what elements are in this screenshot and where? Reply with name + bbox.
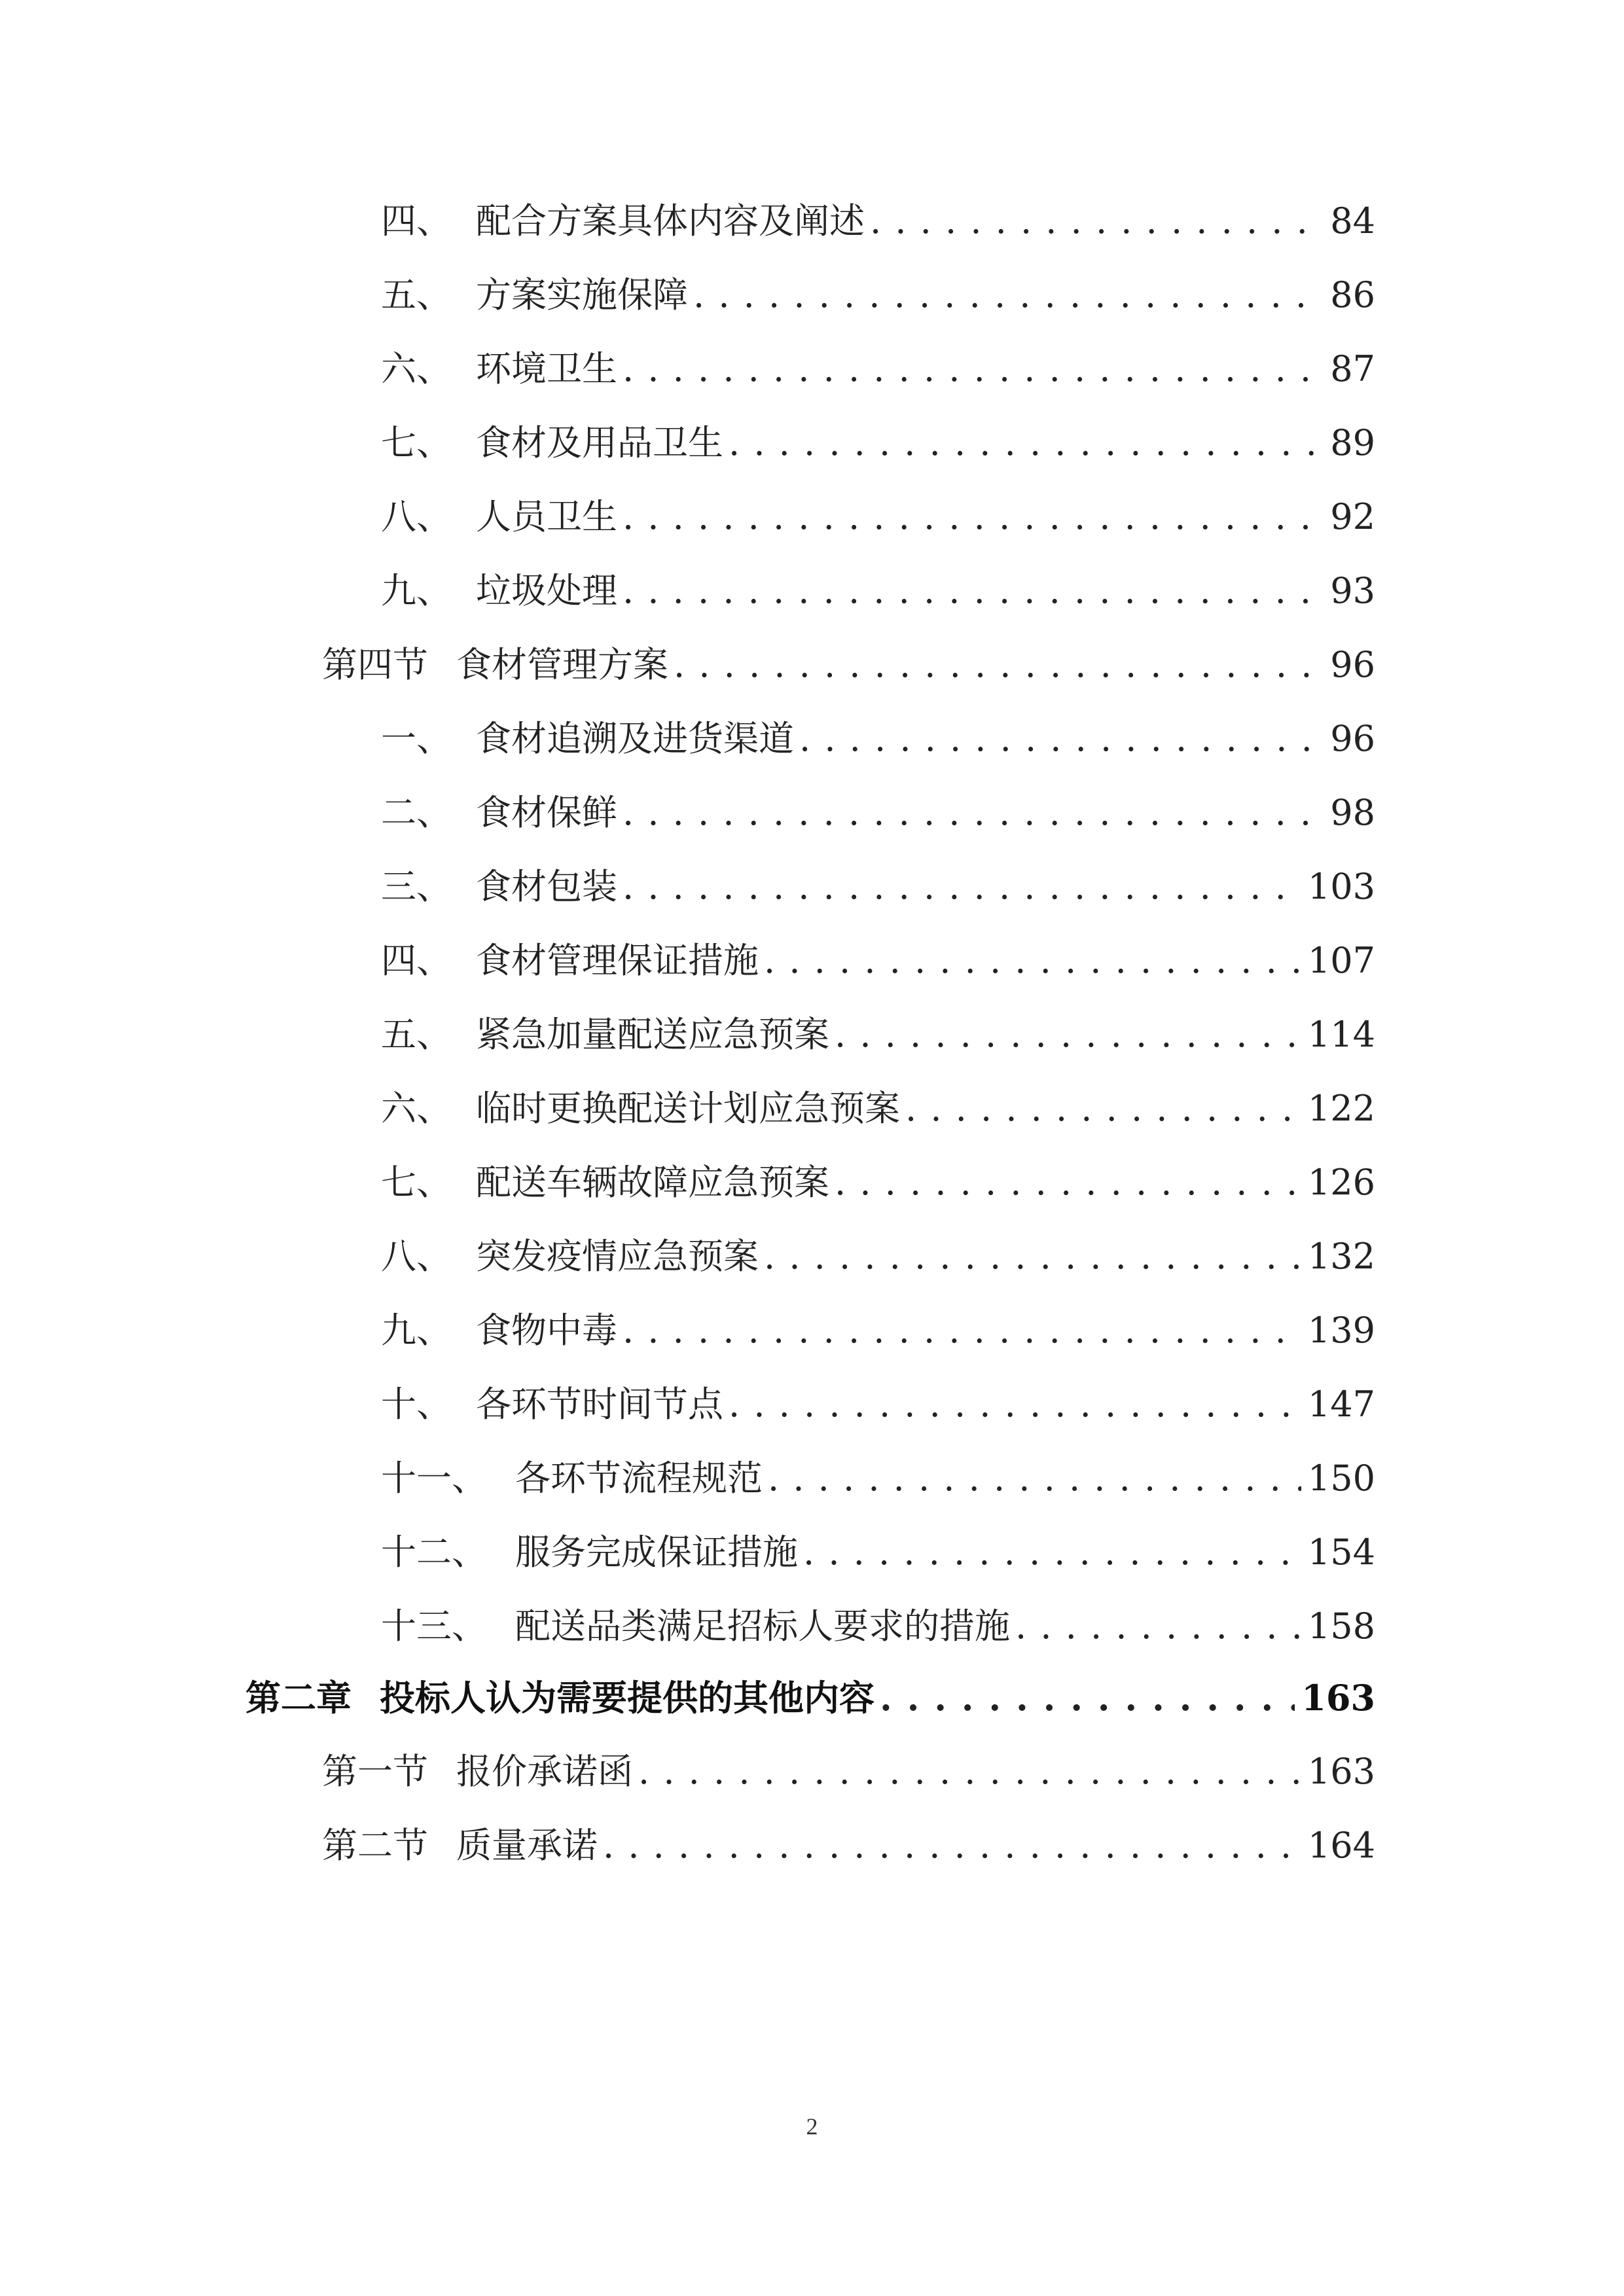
toc-entry-title: 垃圾处理 — [476, 570, 617, 611]
toc-dot-leader — [764, 935, 1301, 987]
toc-dot-leader — [603, 1820, 1301, 1872]
toc-entry-number: 十二、 — [381, 1532, 487, 1573]
toc-entry-number: 四、 — [381, 200, 452, 242]
toc-entry-title: 投标人认为需要提供的其他内容 — [380, 1677, 875, 1719]
toc-entry[interactable] — [381, 1452, 1375, 1505]
toc-dot-leader — [880, 1672, 1295, 1724]
toc-entry-title: 人员卫生 — [476, 496, 617, 537]
toc-dot-leader — [768, 1452, 1301, 1505]
toc-entry-title: 方案实施保障 — [476, 274, 688, 315]
toc-entry-number: 八、 — [381, 496, 452, 537]
toc-entry[interactable] — [381, 713, 1375, 765]
toc-entry[interactable] — [381, 1230, 1375, 1283]
toc-entry-page: 114 — [1307, 1014, 1375, 1055]
toc-entry-number: 六、 — [381, 1088, 452, 1129]
toc-entry[interactable] — [381, 861, 1375, 913]
toc-entry-title: 质量承诺 — [456, 1825, 598, 1866]
toc-entry-number: 第一节 — [322, 1751, 428, 1792]
toc-entry-page: 84 — [1330, 200, 1375, 242]
toc-entry[interactable] — [381, 1083, 1375, 1135]
toc-entry-section[interactable] — [322, 639, 1375, 691]
toc-entry-title: 环境卫生 — [476, 348, 617, 389]
toc-entry[interactable] — [381, 269, 1375, 321]
toc-entry-title: 各环节流程规范 — [515, 1458, 763, 1499]
toc-entry-number: 第四节 — [322, 644, 428, 685]
toc-dot-leader — [623, 861, 1301, 913]
toc-entry[interactable] — [381, 1600, 1375, 1653]
toc-entry-number: 第二章 — [245, 1677, 352, 1719]
toc-entry-number: 五、 — [381, 1014, 452, 1055]
toc-entry-title: 服务完成保证措施 — [515, 1532, 798, 1573]
toc-entry-number: 七、 — [381, 1162, 452, 1203]
toc-dot-leader — [693, 269, 1323, 321]
toc-entry-page: 132 — [1307, 1236, 1375, 1277]
toc-entry-page: 86 — [1330, 274, 1375, 315]
toc-dot-leader — [623, 343, 1323, 395]
toc-entry-page: 147 — [1307, 1384, 1375, 1425]
toc-dot-leader — [905, 1083, 1301, 1135]
toc-entry-number: 一、 — [381, 718, 452, 759]
toc-dot-leader — [729, 417, 1323, 469]
toc-dot-leader — [623, 491, 1323, 543]
toc-entry-page: 158 — [1307, 1605, 1375, 1647]
toc-entry-page: 163 — [1307, 1751, 1375, 1792]
toc-dot-leader — [835, 1009, 1301, 1061]
toc-dot-leader — [799, 713, 1323, 765]
toc-entry[interactable] — [381, 343, 1375, 395]
toc-entry-page: 139 — [1307, 1310, 1375, 1351]
toc-entry-number: 三、 — [381, 866, 452, 907]
toc-entry-title: 食物中毒 — [476, 1310, 617, 1351]
toc-entry-number: 十一、 — [381, 1458, 487, 1499]
toc-entry-title: 报价承诺函 — [456, 1751, 633, 1792]
toc-entry-title: 突发疫情应急预案 — [476, 1236, 759, 1277]
toc-entry-number: 五、 — [381, 274, 452, 315]
toc-dot-leader — [623, 1304, 1301, 1357]
toc-entry-page: 103 — [1307, 866, 1375, 907]
toc-entry-number: 七、 — [381, 422, 452, 463]
toc-entry-number: 六、 — [381, 348, 452, 389]
toc-entry-page: 93 — [1330, 570, 1375, 611]
toc-entry-title: 各环节时间节点 — [476, 1384, 723, 1425]
toc-dot-leader — [623, 565, 1323, 617]
toc-entry-number: 九、 — [381, 570, 452, 611]
toc-dot-leader — [870, 195, 1323, 247]
toc-entry-number: 十、 — [381, 1384, 452, 1425]
toc-entry-page: 126 — [1307, 1162, 1375, 1203]
toc-entry-chapter[interactable] — [245, 1672, 1375, 1724]
toc-entry-page: 89 — [1330, 422, 1375, 463]
toc-entry[interactable] — [381, 1378, 1375, 1431]
toc-entry-title: 食材保鲜 — [476, 792, 617, 833]
toc-entry-number: 九、 — [381, 1310, 452, 1351]
toc-entry[interactable] — [381, 787, 1375, 839]
toc-entry[interactable] — [381, 195, 1375, 247]
toc-entry-title: 食材及用品卫生 — [476, 422, 723, 463]
toc-dot-leader — [764, 1230, 1301, 1283]
toc-entry[interactable] — [381, 417, 1375, 469]
toc-dot-leader — [729, 1378, 1301, 1431]
toc-entry-title: 配送车辆故障应急预案 — [476, 1162, 829, 1203]
toc-entry-number: 四、 — [381, 940, 452, 981]
toc-dot-leader — [803, 1526, 1301, 1579]
toc-dot-leader — [638, 1746, 1301, 1798]
toc-entry-title: 食材管理保证措施 — [476, 940, 759, 981]
toc-entry[interactable] — [381, 491, 1375, 543]
toc-entry[interactable] — [381, 1009, 1375, 1061]
toc-entry-page: 87 — [1330, 348, 1375, 389]
toc-entry-page: 98 — [1330, 792, 1375, 833]
toc-entry-section[interactable] — [322, 1746, 1375, 1798]
toc-entry[interactable] — [381, 565, 1375, 617]
toc-entry-page: 122 — [1307, 1088, 1375, 1129]
toc-entry-page: 107 — [1307, 940, 1375, 981]
toc-dot-leader — [835, 1157, 1301, 1209]
toc-entry-title: 食材追溯及进货渠道 — [476, 718, 794, 759]
toc-dot-leader — [1015, 1600, 1301, 1653]
toc-entry-page: 92 — [1330, 496, 1375, 537]
toc-entry-title: 食材包装 — [476, 866, 617, 907]
toc-entry[interactable] — [381, 1157, 1375, 1209]
toc-entry-number: 第二节 — [322, 1825, 428, 1866]
toc-dot-leader — [623, 787, 1323, 839]
toc-entry-section[interactable] — [322, 1820, 1375, 1872]
toc-entry-page: 163 — [1301, 1677, 1375, 1719]
toc-entry-title: 配送品类满足招标人要求的措施 — [515, 1605, 1010, 1647]
toc-entry-number: 八、 — [381, 1236, 452, 1277]
toc-entry[interactable] — [381, 935, 1375, 987]
page-number: 2 — [806, 2113, 818, 2140]
toc-entry-page: 96 — [1330, 644, 1375, 685]
toc-entry-page: 96 — [1330, 718, 1375, 759]
toc-entry[interactable] — [381, 1304, 1375, 1357]
toc-entry-page: 150 — [1307, 1458, 1375, 1499]
toc-entry-number: 十三、 — [381, 1605, 487, 1647]
toc-entry[interactable] — [381, 1526, 1375, 1579]
toc-dot-leader — [674, 639, 1323, 691]
toc-entry-title: 配合方案具体内容及阐述 — [476, 200, 865, 242]
toc-entry-page: 154 — [1307, 1532, 1375, 1573]
toc-entry-title: 紧急加量配送应急预案 — [476, 1014, 829, 1055]
toc-entry-title: 食材管理方案 — [456, 644, 668, 685]
toc-entry-page: 164 — [1307, 1825, 1375, 1866]
toc-entry-title: 临时更换配送计划应急预案 — [476, 1088, 900, 1129]
toc-entry-number: 二、 — [381, 792, 452, 833]
